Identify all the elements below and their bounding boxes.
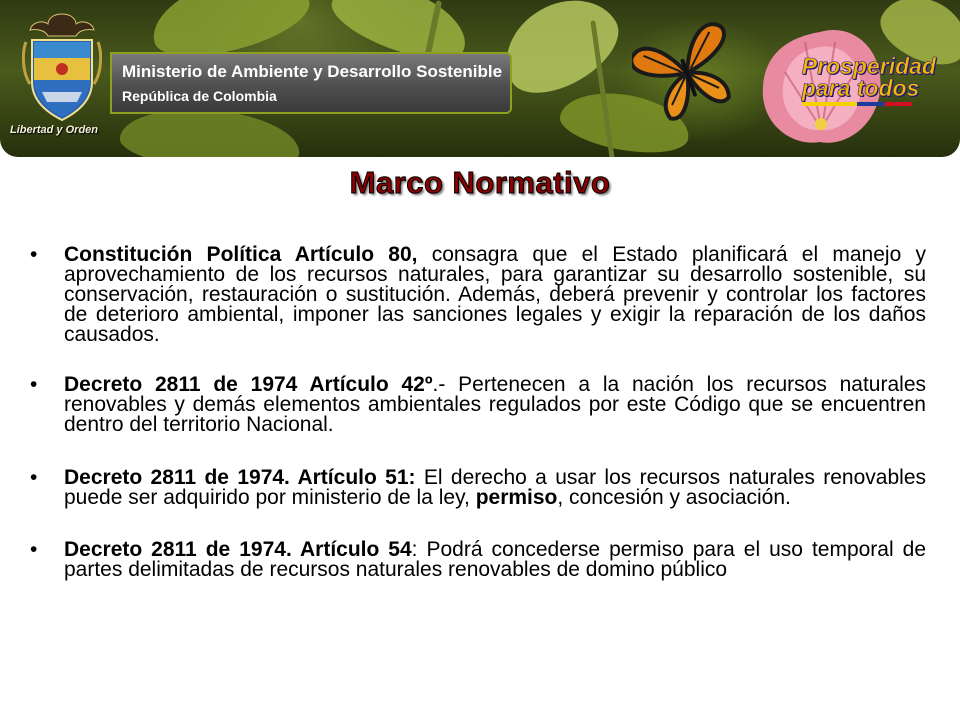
item-heading: Decreto 2811 de 1974. Artículo 54 bbox=[64, 538, 412, 561]
item-heading: Constitución Política Artículo 80, bbox=[64, 243, 418, 266]
list-item bbox=[30, 245, 926, 345]
item-text: consagra que el Estado planificará el manejo y aprovechamiento de los recursos naturales, para garantizar su desarrollo sostenible, su conservación, restauración o sustitución. Además, deberá prevenir y controlar los factores de deterioro ambiental, imponer las sanciones legales y exigir la reparación de los daños causados. bbox=[64, 243, 926, 346]
list-item bbox=[30, 375, 926, 435]
list-item bbox=[30, 468, 926, 508]
item-heading: Decreto 2811 de 1974 Artículo 42º bbox=[64, 373, 433, 396]
item-text: : Podrá concederse permiso para el uso temporal de partes delimitadas de recursos naturales renovables de domino público bbox=[64, 538, 926, 581]
item-emphasis: permiso bbox=[475, 486, 558, 509]
item-text: , concesión y asociación. bbox=[557, 486, 791, 509]
slogan-line2: para todos bbox=[801, 75, 920, 101]
coat-of-arms-icon bbox=[22, 12, 102, 127]
crest-motto: Libertad y Orden bbox=[9, 124, 99, 136]
ministry-country: República de Colombia bbox=[122, 88, 277, 104]
bullet-icon: • bbox=[30, 243, 38, 266]
slogan-logo bbox=[802, 55, 936, 106]
slogan-line1: Prosperidad bbox=[801, 53, 936, 79]
ministry-name: Ministerio de Ambiente y Desarrollo Sostenible bbox=[122, 62, 503, 81]
butterfly-icon bbox=[632, 18, 742, 128]
flag-stripe bbox=[802, 102, 912, 106]
item-heading: Decreto 2811 de 1974. Artículo 51: bbox=[64, 466, 416, 489]
list-item bbox=[30, 540, 926, 580]
header-banner bbox=[0, 0, 960, 157]
ministry-banner bbox=[110, 52, 512, 114]
item-text: .- Pertenecen a la nación los recursos naturales renovables y demás elementos ambientales regulados por este Código que se encuentren dentro del territorio Nacional. bbox=[64, 373, 927, 436]
bullet-list bbox=[30, 245, 926, 580]
page-title: Marco Normativo bbox=[349, 165, 611, 200]
bullet-icon: • bbox=[30, 538, 38, 561]
bullet-icon: • bbox=[30, 466, 38, 489]
item-text: El derecho a usar los recursos naturales renovables puede ser adquirido por ministerio de la ley, bbox=[64, 466, 926, 509]
bullet-icon: • bbox=[30, 373, 38, 396]
